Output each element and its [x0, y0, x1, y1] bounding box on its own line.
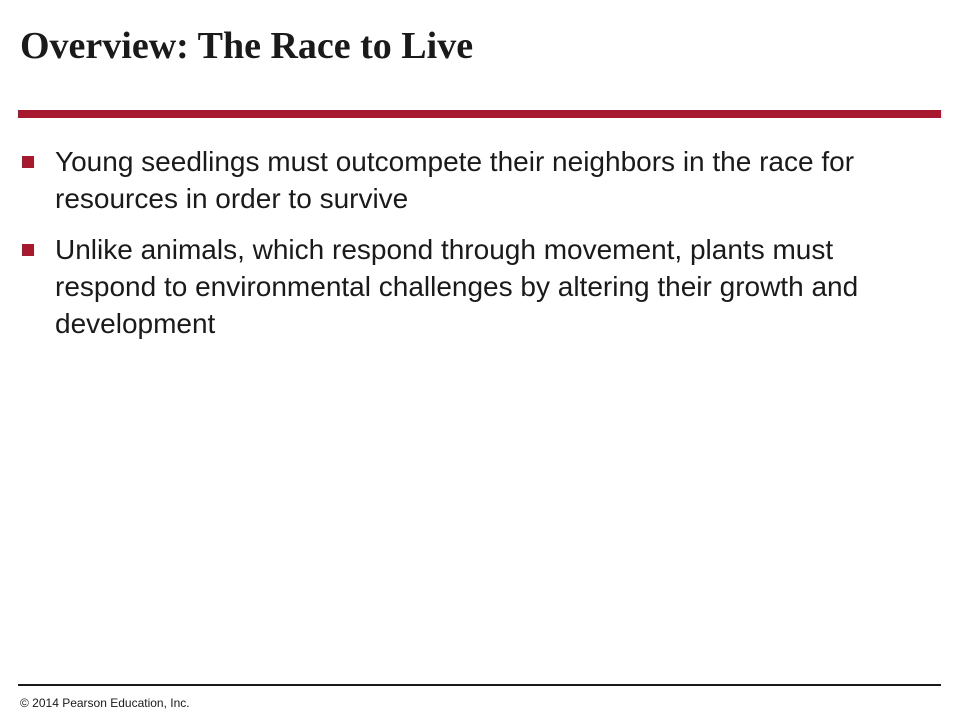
bullet-item	[20, 143, 920, 217]
title-divider	[18, 110, 941, 118]
footer-divider	[18, 684, 941, 686]
bullet-text: Young seedlings must outcompete their neighbors in the race for resources in order to survive	[55, 146, 855, 214]
square-bullet-icon	[22, 156, 34, 168]
slide-title: Overview: The Race to Live	[20, 25, 474, 67]
bullet-list	[20, 143, 920, 356]
copyright-notice: © 2014 Pearson Education, Inc.	[20, 696, 190, 710]
bullet-item	[20, 231, 920, 342]
square-bullet-icon	[22, 244, 34, 256]
bullet-text: Unlike animals, which respond through movement, plants must respond to environmental challenges by altering their growth and development	[55, 234, 859, 339]
